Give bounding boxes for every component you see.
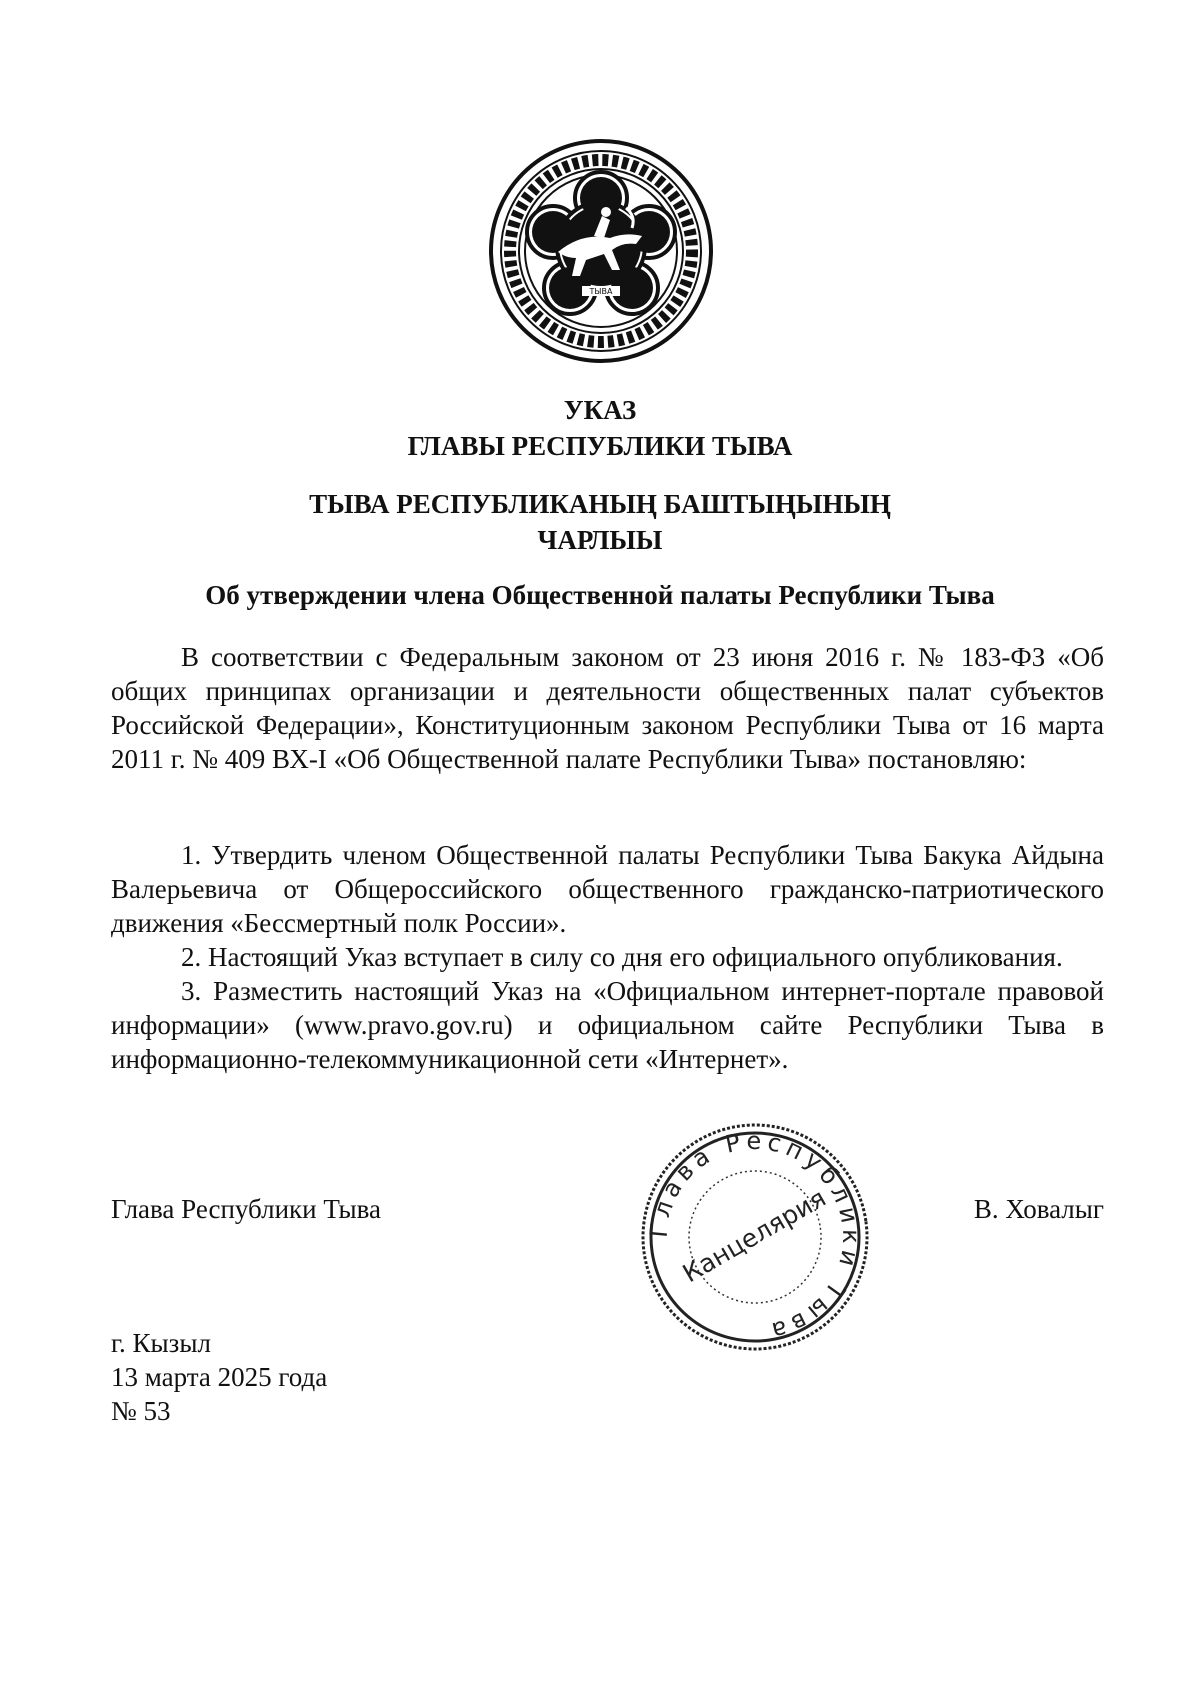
tuvan-title-line-2: ЧАРЛЫЫ (537, 525, 663, 555)
decree-title (0, 392, 1200, 464)
title-line-1: УКАЗ (563, 395, 637, 425)
item-1: 1. Утвердить членом Общественной палаты Республики Тыва Бакука Айдына Валерьевича от Общероссийского общественного гражданско-патриотического движения «Бессмертный полк России». (111, 840, 1104, 938)
stamp-ring-text: Глава Республики Тыва (644, 1126, 866, 1347)
item-2: 2. Настоящий Указ вступает в силу со дня его официального опубликования. (181, 942, 1063, 972)
decree-date: 13 марта 2025 года (111, 1362, 328, 1392)
signatory-position: Глава Республики Тыва (111, 1194, 382, 1224)
signatory-name: В. Ховалыг (973, 1194, 1104, 1224)
title-line-2: ГЛАВЫ РЕСПУБЛИКИ ТЫВА (407, 431, 793, 461)
preamble-paragraph: В соответствии с Федеральным законом от 23 июня 2016 г. № 183-ФЗ «Об общих принципах организации и деятельности общественных палат субъектов Российской Федерации», Конституционным законом Республики Тыва от 16 марта 2011 г. № 409 ВХ-I «Об Общественной палате Республики Тыва» постановляю: (111, 642, 1104, 774)
stamp-center-text: Канцелярия (677, 1183, 831, 1289)
decree-number: № 53 (111, 1396, 171, 1426)
tuva-emblem-icon (486, 136, 716, 366)
emblem-label: ТЫВА (589, 287, 613, 296)
item-3: 3. Разместить настоящий Указ на «Официальном интернет-портале правовой информации» (www.pravo.gov.ru) и официальном сайте Республики Тыва в информационно-телекоммуникационной сети «Интернет». (111, 976, 1104, 1074)
decree-footer (111, 1326, 327, 1428)
office-stamp-icon (636, 1118, 874, 1356)
decree-title-tuvan (0, 486, 1200, 558)
tuvan-title-line-1: ТЫВА РЕСПУБЛИКАНЫҢ БАШТЫҢЫНЫҢ (309, 489, 891, 519)
city: г. Кызыл (111, 1328, 211, 1358)
decree-items (111, 838, 1104, 1076)
decree-subject: Об утверждении члена Общественной палаты Республики Тыва (205, 580, 995, 610)
decree-preamble (111, 640, 1104, 776)
